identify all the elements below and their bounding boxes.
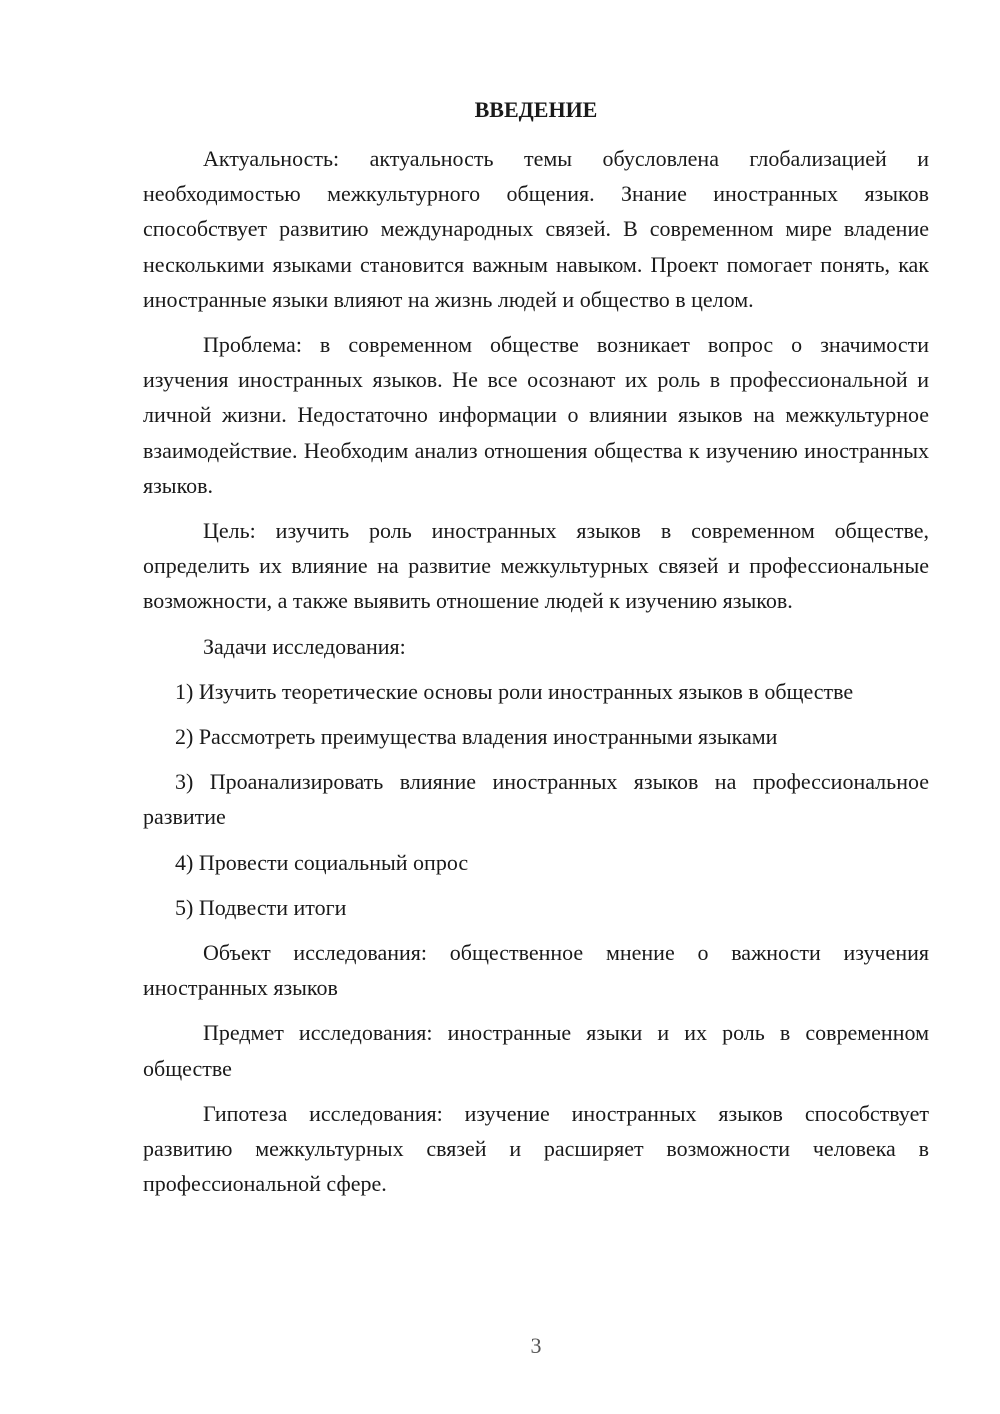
task-item-4: 4) Провести социальный опрос [175,849,469,875]
relevance-paragraph: Актуальность: актуальность темы обусловлена глобализацией и необходимостью межкультурного общения. Знание иностранных языков способствует развитию международных связей. В современном мире владение несколькими языками становится важным навыком. Проект помогает понять, как иностранные языки влияют на жизнь людей и общество в целом. [143,146,929,312]
task-item-2: 2) Рассмотреть преимущества владения иностранными языками [175,724,778,750]
task-item-1: 1) Изучить теоретические основы роли иностранных языков в обществе [175,678,854,704]
document-page [143,92,929,1211]
task-item-3: 3) Проанализировать влияние иностранных языков на профессиональное развитие [143,769,929,830]
problem-paragraph: Проблема: в современном обществе возникает вопрос о значимости изучения иностранных языков. Не все осознают их роль в профессиональной и личной жизни. Недостаточно информации о влиянии языков на межкультурное взаимодействие. Необходим анализ отношения общества к изучению иностранных языков. [143,332,929,498]
subject-paragraph: Предмет исследования: иностранные языки и их роль в современном обществе [143,1020,929,1081]
goal-paragraph: Цель: изучить роль иностранных языков в современном обществе, определить их влияние на развитие межкультурных связей и профессиональные возможности, а также выявить отношение людей к изучению языков. [143,518,929,614]
hypothesis-paragraph: Гипотеза исследования: изучение иностранных языков способствует развитию межкультурных связей и расширяет возможности человека в профессиональной сфере. [143,1100,929,1197]
section-title: ВВЕДЕНИЕ [474,97,598,122]
task-item-5: 5) Подвести итоги [175,894,347,920]
object-paragraph: Объект исследования: общественное мнение о важности изучения иностранных языков [143,940,929,1001]
tasks-heading: Задачи исследования: [203,633,406,659]
page-number: 3 [530,1333,542,1358]
